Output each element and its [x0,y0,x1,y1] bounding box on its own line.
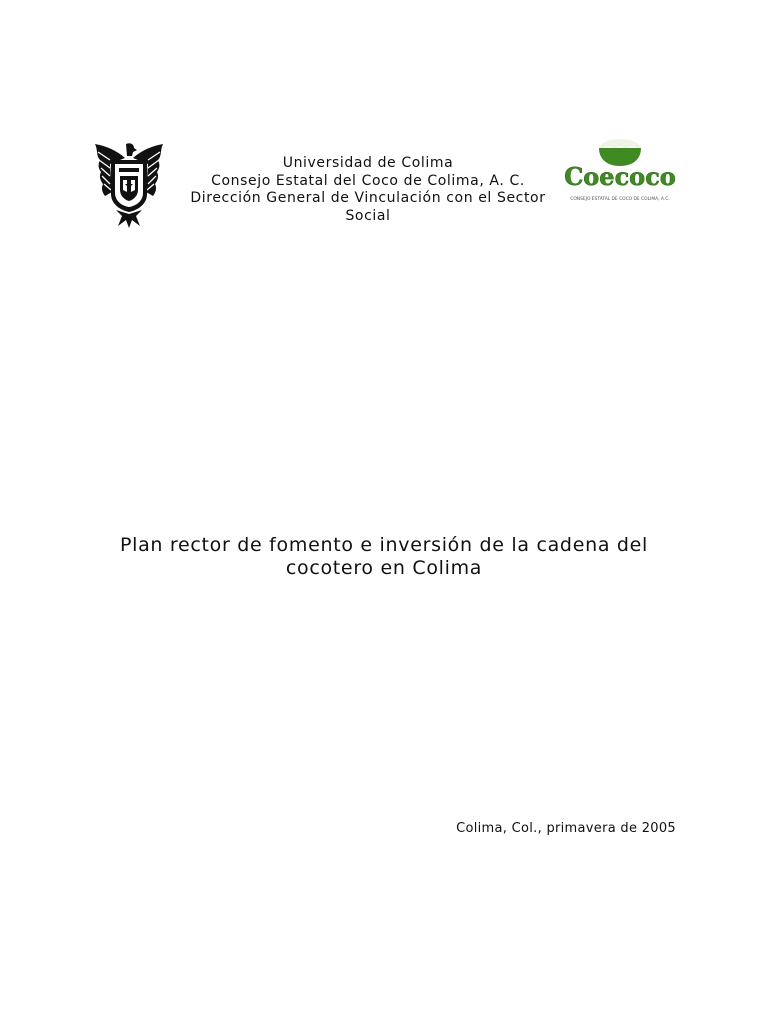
eagle-crest-icon [92,140,166,228]
header-line-university: Universidad de Colima [282,155,454,171]
header-line-directorate: Dirección General de Vinculación con el Sector [190,190,546,206]
header-line-social: Social [345,207,391,224]
title-line-2: cocotero en Colima [285,557,483,579]
coconut-icon [556,128,684,208]
coecoco-wordmark: Coecoco [564,162,676,191]
coecoco-logo [556,128,684,208]
header-institutions [185,155,551,225]
document-title [84,534,684,580]
place-date: Colima, Col., primavera de 2005 [456,821,676,836]
title-line-1: Plan rector de fomento e inversión de la cadena del [119,534,649,556]
header-line-council: Consejo Estatal del Coco de Colima, A. C. [211,172,525,189]
university-crest-logo [92,140,166,228]
document-header [0,0,768,240]
coecoco-tagline: CONSEJO ESTATAL DE COCO DE COLIMA, A.C. [570,197,670,202]
